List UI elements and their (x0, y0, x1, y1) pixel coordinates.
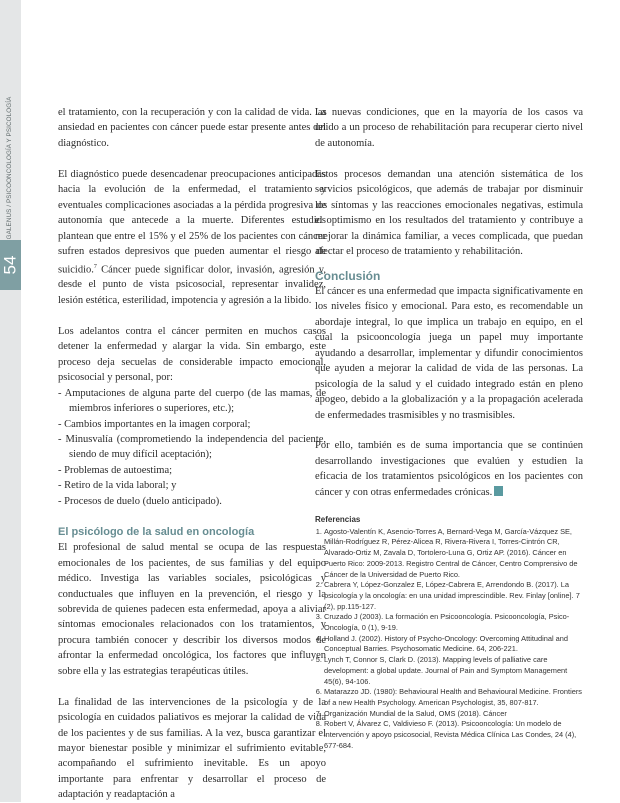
left-column (58, 105, 326, 803)
paragraph: El profesional de salud mental se ocupa de las respuestas emocionales de los pacientes, de sus familias y del equipo médico. Investiga las variables sociales, psicológicas y conductuales que influyen en la prevención, el riesgo y la sobrevida de quienes padecen esta enfermedad, apoya a aliviar síntomas emocionales relacionados con los tratamientos, y procura también conocer y describir los diversos modos de afrontar la enfermedad oncológica, los factores que influyen sobre ella y las estrategias terapéuticas útiles. (58, 542, 326, 677)
reference-item: 6. Matarazzo JD. (1980): Behavioural Health and Behavioural Medicine. Frontiers of a new Health Psychology. American Psychologist, 35, 807-817. (324, 687, 585, 708)
paragraph: El cáncer es una enfermedad que impacta significativamente en los niveles físico y emocional. Para esto, es recomendable un abordaje integral, lo que implica un trabajo en equipo, en el cual la psicooncología juega un papel muy importante ayudando a desarrollar, implementar y difundir conocimientos que ayuden a mejorar la calidad de vida de las personas. La psicología de la salud y el cuidado integrado están en pleno apogeo, debido a la globalización y a la propagación acelerada de enfermedades trasmisibles y no trasmisibles. (315, 285, 583, 421)
paragraph (315, 438, 583, 500)
section-heading: El psicólogo de la salud en oncología (58, 525, 255, 538)
end-of-article-icon (494, 486, 503, 496)
paragraph: las nuevas condiciones, que en la mayoría de los casos va unido a un proceso de rehabilitación para recuperar cierto nivel de autonomía. (315, 107, 583, 149)
paragraph: Los adelantos contra el cáncer permiten en muchos casos detener la enfermedad y alargar la vida. Sin embargo, este proceso deja secuelas de considerable impacto emocional, psicosocial y personal, por: (58, 325, 326, 384)
list-item: - Cambios importantes en la imagen corporal; (58, 417, 326, 432)
list-item: - Retiro de la vida laboral; y (58, 478, 326, 493)
paragraph-text: Por ello, también es de suma importancia que se continúen desarrollando investigaciones que evalúen y estudien la eficacia de los tratamientos psicológicos en los pacientes con cáncer y con otras enfermedades crónicas. (315, 440, 583, 498)
list-item: - Amputaciones de alguna parte del cuerpo (de las mamas, de miembros inferiores o superiores, etc.); (58, 386, 326, 417)
paragraph-text: Cáncer puede significar dolor, invasión, agresión y, desde el punto de vista psicosocial, representar invalidez, lesión estética, esterilidad, impotencia y agresión a la libido. (58, 264, 326, 306)
right-column (315, 105, 583, 500)
references-list (315, 527, 585, 752)
list-item: - Problemas de autoestima; (58, 463, 326, 478)
section-heading: Conclusión (315, 268, 381, 283)
paragraph-text: El diagnóstico puede desencadenar preocupaciones anticipadas hacia la evolución de la enfermedad, el tratamiento y eventuales complicaciones asociadas a la pérdida progresiva de autonomía que antecede a la muerte. Diferentes estudios plantean que entre el 15% y el 25% de los pacientes con cáncer sufren estados depresivos que pueden aumentar el riesgo de suicidio. (58, 168, 326, 276)
journal-running-header: GALENUS / PSICOONCOLOGÍA Y PSICOLOGÍA (6, 96, 13, 240)
reference-item: 8. Robert V, Álvarez C, Valdivieso F. (2013). Psicooncología: Un modelo de intervención y apoyo psicosocial, Revista Médica Clínica Las Condes, 24 (4), 677-684. (324, 719, 585, 751)
paragraph: el tratamiento, con la recuperación y con la calidad de vida. La ansiedad en pacientes con cáncer puede estar presente antes del diagnóstico. (58, 107, 326, 149)
page-number-box (0, 240, 21, 290)
paragraph (58, 167, 326, 309)
references (315, 515, 585, 751)
reference-item: 1. Agosto-Valentín K, Asencio-Torres A, Bernard-Vega M, García-Vázquez SE, Millán-Rodríguez R, Pérez-Alicea R, Rivera-Rivera I, Torres-Cintrón CR, Alvarado-Ortiz M, Zavala D, Tortolero-Luna G, Ortiz AP. (2016). Cáncer en Puerto Rico: 2009-2013. Registro Central de Cáncer, Centro Comprensivo de Cáncer de la Universidad de Puerto Rico. (324, 527, 585, 581)
citation-superscript: 7 (93, 263, 97, 270)
reference-item: 4. Holland J. (2002). History of Psycho-Oncology: Overcoming Attitudinal and Conceptual Barries. Psychosomatic Medicine. 64, 206-221. (324, 634, 585, 655)
reference-item: 2. Cabrera Y, López-Gonzalez E, López-Cabrera E, Arrendondo B. (2017). La psicología y la oncología: en una unidad imprescindible. Rev. Finlay [online]. 7 (2), pp.115-127. (324, 580, 585, 612)
paragraph: Estos procesos demandan una atención sistemática de los servicios psicológicos, que además de trabajar por disminuir los síntomas y las reacciones emocionales negativas, estimula el optimismo en los resultados del tratamiento y contribuye a mejorar la dinámica familiar, a veces complicada, que puedan afectar el proceso de tratamiento y rehabilitación. (315, 168, 583, 258)
references-title: Referencias (315, 515, 361, 524)
list-item: - Minusvalía (comprometiendo la independencia del paciente, siendo de muy difícil aceptación); (58, 432, 326, 463)
reference-item: 3. Cruzado J (2003). La formación en Psicooncología. Psicooncología, Psico-Oncología, 0 (1), 9-19. (324, 612, 585, 633)
consequences-list (58, 386, 326, 510)
paragraph: La finalidad de las intervenciones de la psicología y de la psicología en cuidados paliativos es mejorar la calidad de vida de los pacientes y de sus familias. A la vez, busca garantizar el mayor bienestar posible y minimizar el sufrimiento evitable, acompañando el sufrimiento inevitable. Es un apoyo importante para enfrentar y desarrollar el proceso de adaptación y readaptación a (58, 696, 326, 801)
list-item: - Procesos de duelo (duelo anticipado). (58, 494, 326, 509)
reference-item: 7. Organización Mundial de la Salud, OMS (2018). Cáncer (324, 709, 585, 720)
reference-item: 5. Lynch T, Connor S, Clark D. (2013). Mapping levels of palliative care development: a global update. Journal of Pain and Symptom Management 45(6), 94-106. (324, 655, 585, 687)
page-number: 54 (0, 255, 20, 275)
